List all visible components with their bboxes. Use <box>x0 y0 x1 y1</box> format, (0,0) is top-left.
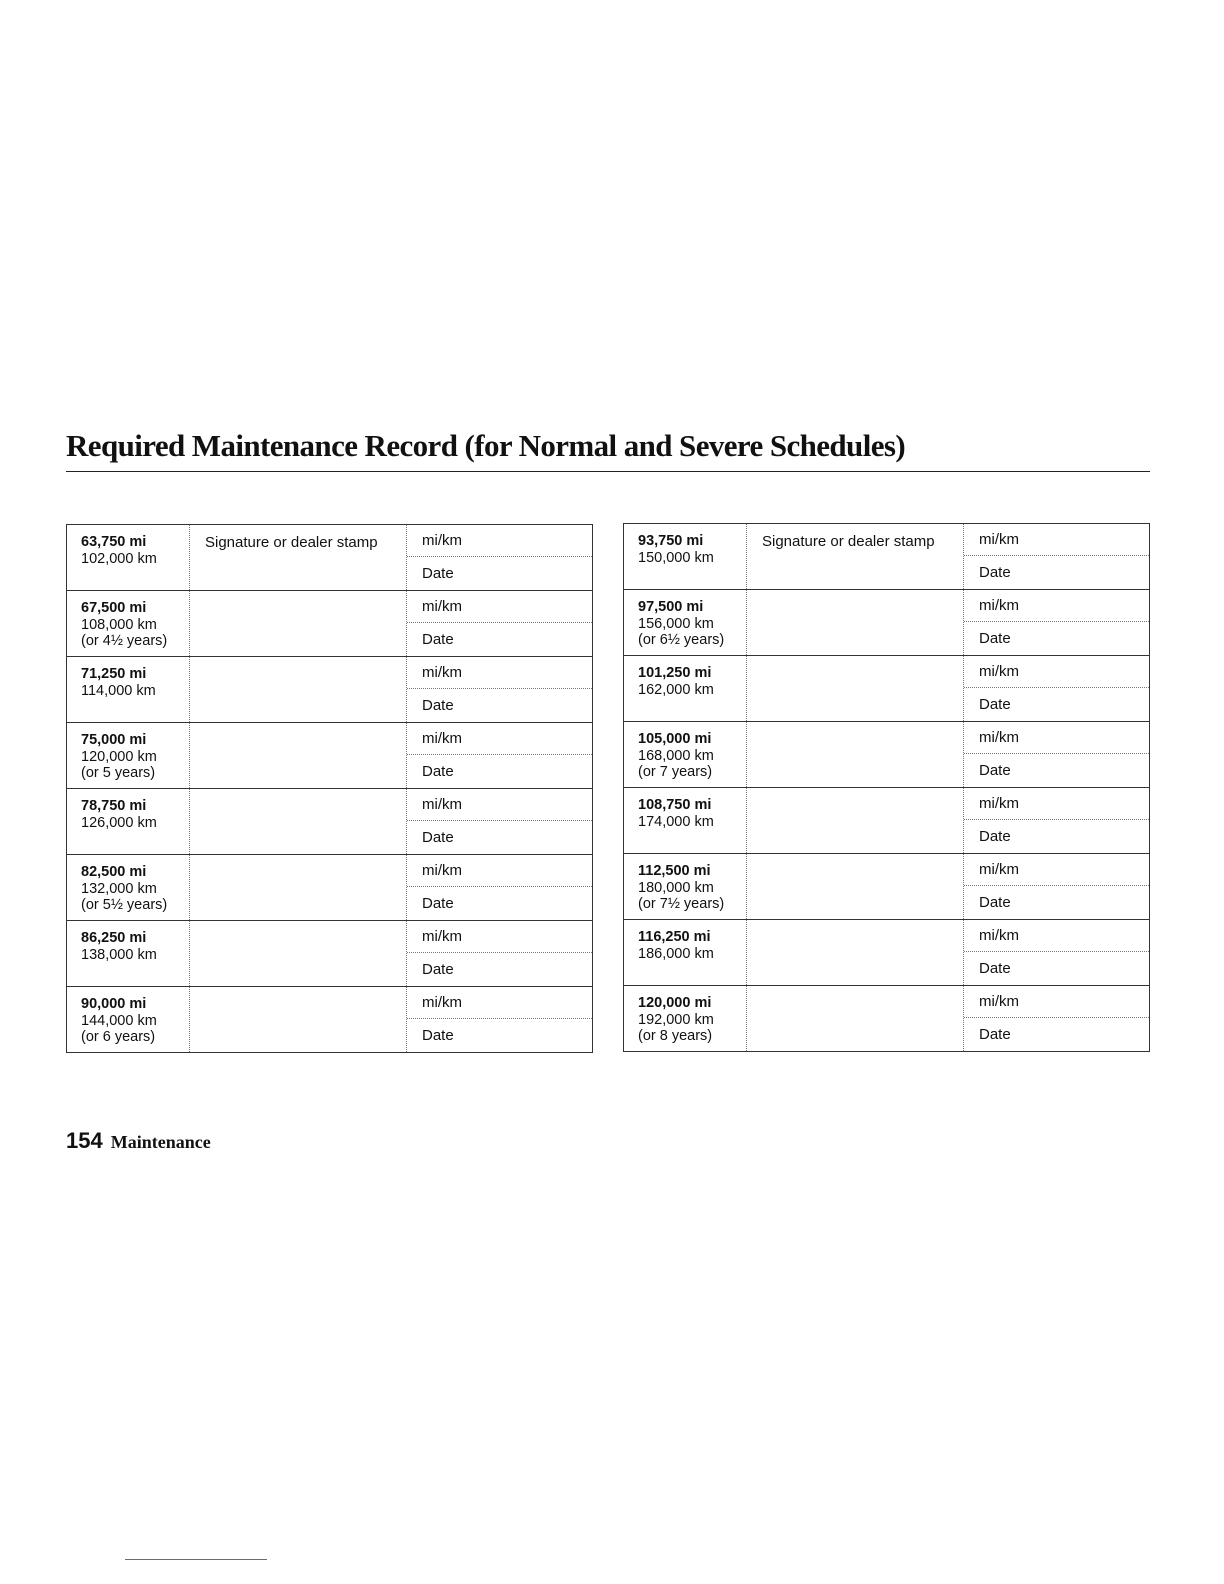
date-field[interactable] <box>964 754 1149 787</box>
date-label: Date <box>422 895 454 912</box>
log-cell <box>407 723 593 789</box>
interval-cell <box>67 591 190 657</box>
interval-km: 114,000 km <box>81 682 156 699</box>
log-cell <box>964 656 1150 722</box>
mileage-label: mi/km <box>979 927 1019 944</box>
date-label: Date <box>979 564 1011 581</box>
log-cell <box>964 986 1150 1052</box>
date-field[interactable] <box>407 887 592 920</box>
mileage-label: mi/km <box>422 598 462 615</box>
mileage-field[interactable] <box>964 524 1149 556</box>
maintenance-table-left <box>66 524 593 1053</box>
mileage-label: mi/km <box>979 993 1019 1010</box>
date-field[interactable] <box>407 689 592 722</box>
interval-km: 168,000 km <box>638 747 714 764</box>
maintenance-table-right <box>623 523 1150 1052</box>
mileage-field[interactable] <box>407 657 592 689</box>
date-label: Date <box>422 697 454 714</box>
table-row <box>624 920 1150 986</box>
interval-km: 180,000 km <box>638 879 714 896</box>
interval-cell <box>67 921 190 987</box>
signature-label: Signature or dealer stamp <box>762 533 935 550</box>
interval-km: 144,000 km <box>81 1012 157 1029</box>
mileage-label: mi/km <box>979 729 1019 746</box>
interval-miles: 112,500 mi <box>638 863 711 879</box>
title-rule <box>66 471 1150 472</box>
signature-cell[interactable] <box>747 920 964 986</box>
signature-cell[interactable] <box>747 524 964 590</box>
signature-cell[interactable] <box>190 723 407 789</box>
signature-cell[interactable] <box>190 789 407 855</box>
log-cell <box>407 789 593 855</box>
interval-miles: 108,750 mi <box>638 797 712 813</box>
table-row <box>624 590 1150 656</box>
interval-km: 120,000 km <box>81 748 157 765</box>
interval-km: 126,000 km <box>81 814 157 831</box>
date-label: Date <box>979 1026 1011 1043</box>
date-field[interactable] <box>407 1019 592 1052</box>
signature-cell[interactable] <box>190 525 407 591</box>
bottom-rule <box>125 1559 267 1560</box>
signature-cell[interactable] <box>747 590 964 656</box>
interval-years: (or 6 years) <box>81 1029 156 1045</box>
interval-years: (or 5 years) <box>81 765 156 781</box>
log-cell <box>964 722 1150 788</box>
date-field[interactable] <box>964 688 1149 721</box>
table-row <box>67 591 593 657</box>
signature-cell[interactable] <box>747 854 964 920</box>
date-label: Date <box>422 961 454 978</box>
interval-years: (or 7 years) <box>638 764 713 780</box>
log-cell <box>407 987 593 1053</box>
interval-cell <box>624 722 747 788</box>
interval-miles: 116,250 mi <box>638 929 711 945</box>
date-field[interactable] <box>407 953 592 986</box>
mileage-label: mi/km <box>979 531 1019 548</box>
mileage-label: mi/km <box>422 664 462 681</box>
interval-km: 108,000 km <box>81 616 157 633</box>
date-field[interactable] <box>964 886 1149 919</box>
mileage-field[interactable] <box>964 920 1149 952</box>
interval-miles: 93,750 mi <box>638 533 704 549</box>
interval-cell <box>67 987 190 1053</box>
mileage-label: mi/km <box>422 730 462 747</box>
mileage-field[interactable] <box>407 525 592 557</box>
signature-label: Signature or dealer stamp <box>205 534 378 551</box>
mileage-label: mi/km <box>979 795 1019 812</box>
interval-cell <box>624 590 747 656</box>
mileage-field[interactable] <box>407 591 592 623</box>
interval-km: 156,000 km <box>638 615 714 632</box>
date-field[interactable] <box>407 821 592 854</box>
log-cell <box>407 855 593 921</box>
date-label: Date <box>422 1027 454 1044</box>
signature-cell[interactable] <box>747 986 964 1052</box>
mileage-label: mi/km <box>422 994 462 1011</box>
table-row <box>67 855 593 921</box>
interval-cell <box>67 855 190 921</box>
interval-km: 138,000 km <box>81 946 157 963</box>
table-row <box>624 656 1150 722</box>
log-cell <box>964 854 1150 920</box>
date-label: Date <box>979 630 1011 647</box>
date-label: Date <box>979 762 1011 779</box>
interval-cell <box>67 723 190 789</box>
interval-miles: 78,750 mi <box>81 798 147 814</box>
log-cell <box>964 920 1150 986</box>
interval-miles: 71,250 mi <box>81 666 147 682</box>
interval-cell <box>624 656 747 722</box>
signature-cell[interactable] <box>747 722 964 788</box>
table-row <box>624 722 1150 788</box>
date-field[interactable] <box>407 557 592 590</box>
interval-years: (or 7½ years) <box>638 896 725 912</box>
date-label: Date <box>979 696 1011 713</box>
date-label: Date <box>422 565 454 582</box>
mileage-label: mi/km <box>979 663 1019 680</box>
table-row <box>624 788 1150 854</box>
interval-km: 150,000 km <box>638 549 714 566</box>
section-name: Maintenance <box>110 1132 211 1152</box>
mileage-label: mi/km <box>422 928 462 945</box>
table-row <box>67 921 593 987</box>
page-footer <box>66 1128 211 1154</box>
interval-miles: 90,000 mi <box>81 996 147 1012</box>
log-cell <box>964 788 1150 854</box>
interval-cell <box>624 854 747 920</box>
log-cell <box>964 590 1150 656</box>
interval-cell <box>67 789 190 855</box>
mileage-label: mi/km <box>979 861 1019 878</box>
interval-miles: 101,250 mi <box>638 665 712 681</box>
log-cell <box>407 591 593 657</box>
table-row <box>67 525 593 591</box>
mileage-label: mi/km <box>979 597 1019 614</box>
interval-km: 174,000 km <box>638 813 714 830</box>
signature-cell[interactable] <box>190 855 407 921</box>
mileage-field[interactable] <box>964 788 1149 820</box>
interval-cell <box>624 788 747 854</box>
interval-km: 192,000 km <box>638 1011 714 1028</box>
table-row <box>624 986 1150 1052</box>
mileage-field[interactable] <box>964 986 1149 1018</box>
mileage-label: mi/km <box>422 532 462 549</box>
signature-cell[interactable] <box>747 656 964 722</box>
mileage-field[interactable] <box>964 854 1149 886</box>
mileage-field[interactable] <box>407 789 592 821</box>
date-label: Date <box>422 829 454 846</box>
signature-cell[interactable] <box>747 788 964 854</box>
mileage-field[interactable] <box>407 987 592 1019</box>
interval-miles: 67,500 mi <box>81 600 147 616</box>
page-title: Required Maintenance Record (for Normal and Severe Schedules) <box>66 428 906 463</box>
table-row <box>67 789 593 855</box>
interval-cell <box>624 986 747 1052</box>
date-label: Date <box>979 960 1011 977</box>
date-field[interactable] <box>964 556 1149 589</box>
interval-cell <box>624 524 747 590</box>
date-label: Date <box>979 894 1011 911</box>
table-row <box>624 854 1150 920</box>
interval-miles: 63,750 mi <box>81 534 147 550</box>
date-field[interactable] <box>407 623 592 656</box>
interval-miles: 105,000 mi <box>638 731 712 747</box>
mileage-field[interactable] <box>964 656 1149 688</box>
interval-miles: 86,250 mi <box>81 930 147 946</box>
table-row <box>624 524 1150 590</box>
interval-years: (or 5½ years) <box>81 897 168 913</box>
interval-years: (or 6½ years) <box>638 632 725 648</box>
date-label: Date <box>979 828 1011 845</box>
table-row <box>67 657 593 723</box>
table-row <box>67 723 593 789</box>
log-cell <box>407 921 593 987</box>
date-field[interactable] <box>964 1018 1149 1051</box>
mileage-field[interactable] <box>407 723 592 755</box>
date-label: Date <box>422 763 454 780</box>
interval-cell <box>624 920 747 986</box>
interval-cell <box>67 657 190 723</box>
signature-cell[interactable] <box>190 591 407 657</box>
table-row <box>67 987 593 1053</box>
mileage-field[interactable] <box>407 921 592 953</box>
date-label: Date <box>422 631 454 648</box>
log-cell <box>407 525 593 591</box>
mileage-label: mi/km <box>422 862 462 879</box>
interval-cell <box>67 525 190 591</box>
date-field[interactable] <box>964 622 1149 655</box>
mileage-field[interactable] <box>964 722 1149 754</box>
interval-km: 102,000 km <box>81 550 157 567</box>
interval-years: (or 8 years) <box>638 1028 713 1044</box>
signature-cell[interactable] <box>190 987 407 1053</box>
mileage-label: mi/km <box>422 796 462 813</box>
interval-miles: 97,500 mi <box>638 599 704 615</box>
interval-km: 186,000 km <box>638 945 714 962</box>
log-cell <box>964 524 1150 590</box>
interval-miles: 120,000 mi <box>638 995 712 1011</box>
interval-km: 162,000 km <box>638 681 714 698</box>
signature-cell[interactable] <box>190 921 407 987</box>
log-cell <box>407 657 593 723</box>
interval-miles: 82,500 mi <box>81 864 147 880</box>
interval-km: 132,000 km <box>81 880 157 897</box>
date-field[interactable] <box>964 820 1149 853</box>
date-field[interactable] <box>407 755 592 788</box>
interval-miles: 75,000 mi <box>81 732 147 748</box>
mileage-field[interactable] <box>964 590 1149 622</box>
mileage-field[interactable] <box>407 855 592 887</box>
signature-cell[interactable] <box>190 657 407 723</box>
date-field[interactable] <box>964 952 1149 985</box>
interval-years: (or 4½ years) <box>81 633 168 649</box>
page-number: 154 <box>66 1128 103 1153</box>
